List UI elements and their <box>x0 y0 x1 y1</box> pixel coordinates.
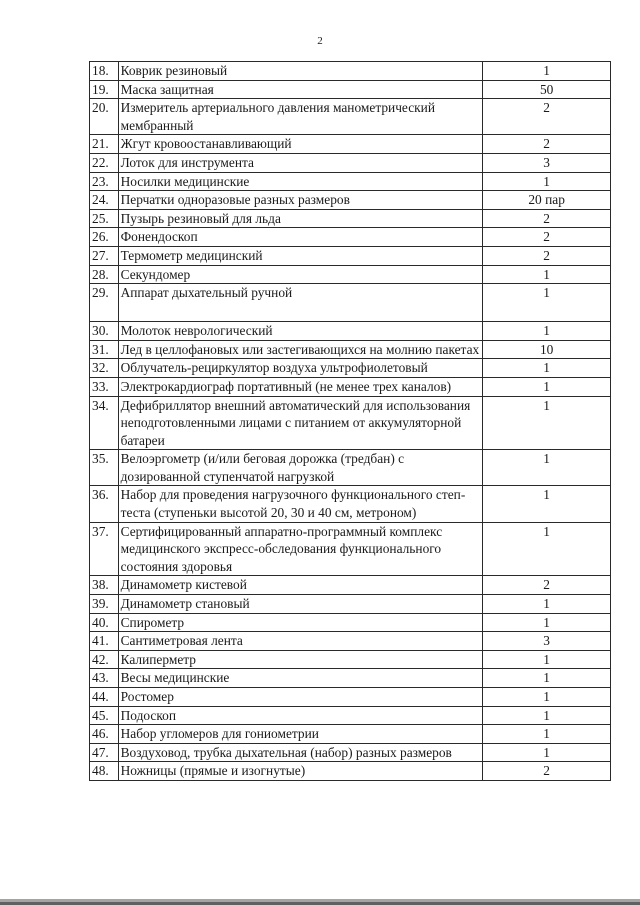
item-name-cell: Лоток для инструмента <box>118 153 483 172</box>
row-number-cell: 23. <box>90 172 119 191</box>
table-row <box>90 191 611 210</box>
item-name-cell: Набор для проведения нагрузочного функционального степ-теста (ступеньки высотой 20, 30 и 40 см, метроном) <box>118 486 483 522</box>
item-name-cell: Спирометр <box>118 613 483 632</box>
item-name-cell: Динамометр становый <box>118 595 483 614</box>
table-row <box>90 265 611 284</box>
item-name-cell: Ростомер <box>118 688 483 707</box>
table-row <box>90 613 611 632</box>
item-name-cell: Калиперметр <box>118 650 483 669</box>
table-row <box>90 688 611 707</box>
table-row <box>90 632 611 651</box>
item-name-cell: Молоток неврологический <box>118 322 483 341</box>
quantity-cell: 2 <box>483 576 611 595</box>
table-row <box>90 284 611 322</box>
row-number-cell: 33. <box>90 377 119 396</box>
quantity-cell: 1 <box>483 396 611 450</box>
equipment-table-body <box>90 62 611 781</box>
row-number-cell: 45. <box>90 706 119 725</box>
item-name-cell: Фонендоскоп <box>118 228 483 247</box>
quantity-cell: 1 <box>483 706 611 725</box>
table-row <box>90 246 611 265</box>
quantity-cell: 1 <box>483 650 611 669</box>
row-number-cell: 37. <box>90 522 119 576</box>
row-number-cell: 48. <box>90 762 119 781</box>
quantity-cell: 1 <box>483 359 611 378</box>
quantity-cell: 2 <box>483 246 611 265</box>
table-row <box>90 359 611 378</box>
row-number-cell: 18. <box>90 62 119 81</box>
quantity-cell: 1 <box>483 377 611 396</box>
table-row <box>90 99 611 135</box>
row-number-cell: 29. <box>90 284 119 322</box>
item-name-cell: Жгут кровоостанавливающий <box>118 135 483 154</box>
item-name-cell: Лед в целлофановых или застегивающихся на молнию пакетах <box>118 340 483 359</box>
item-name-cell: Измеритель артериального давления манометрический мембранный <box>118 99 483 135</box>
quantity-cell: 1 <box>483 265 611 284</box>
quantity-cell: 3 <box>483 153 611 172</box>
item-name-cell: Ножницы (прямые и изогнутые) <box>118 762 483 781</box>
table-row <box>90 322 611 341</box>
quantity-cell: 1 <box>483 688 611 707</box>
table-row <box>90 80 611 99</box>
table-row <box>90 153 611 172</box>
scan-edge-shadow <box>0 896 640 905</box>
item-name-cell: Маска защитная <box>118 80 483 99</box>
item-name-cell: Пузырь резиновый для льда <box>118 209 483 228</box>
table-row <box>90 595 611 614</box>
item-name-cell: Сантиметровая лента <box>118 632 483 651</box>
row-number-cell: 20. <box>90 99 119 135</box>
quantity-cell: 1 <box>483 486 611 522</box>
equipment-table <box>89 61 611 781</box>
row-number-cell: 32. <box>90 359 119 378</box>
row-number-cell: 36. <box>90 486 119 522</box>
row-number-cell: 31. <box>90 340 119 359</box>
quantity-cell: 1 <box>483 62 611 81</box>
quantity-cell: 1 <box>483 725 611 744</box>
item-name-cell: Дефибриллятор внешний автоматический для использования неподготовленными лицами с питанием от аккумуляторной батареи <box>118 396 483 450</box>
table-row <box>90 743 611 762</box>
row-number-cell: 28. <box>90 265 119 284</box>
table-row <box>90 706 611 725</box>
row-number-cell: 21. <box>90 135 119 154</box>
quantity-cell: 1 <box>483 595 611 614</box>
table-row <box>90 135 611 154</box>
quantity-cell: 2 <box>483 209 611 228</box>
row-number-cell: 22. <box>90 153 119 172</box>
quantity-cell: 50 <box>483 80 611 99</box>
item-name-cell: Динамометр кистевой <box>118 576 483 595</box>
quantity-cell: 1 <box>483 450 611 486</box>
row-number-cell: 44. <box>90 688 119 707</box>
quantity-cell: 3 <box>483 632 611 651</box>
table-row <box>90 62 611 81</box>
table-row <box>90 522 611 576</box>
item-name-cell: Электрокардиограф портативный (не менее трех каналов) <box>118 377 483 396</box>
quantity-cell: 10 <box>483 340 611 359</box>
table-row <box>90 228 611 247</box>
quantity-cell: 1 <box>483 613 611 632</box>
row-number-cell: 47. <box>90 743 119 762</box>
item-name-cell: Набор угломеров для гониометрии <box>118 725 483 744</box>
item-name-cell: Перчатки одноразовые разных размеров <box>118 191 483 210</box>
table-row <box>90 576 611 595</box>
item-name-cell: Носилки медицинские <box>118 172 483 191</box>
row-number-cell: 25. <box>90 209 119 228</box>
row-number-cell: 42. <box>90 650 119 669</box>
item-name-cell: Коврик резиновый <box>118 62 483 81</box>
row-number-cell: 41. <box>90 632 119 651</box>
quantity-cell: 1 <box>483 522 611 576</box>
quantity-cell: 1 <box>483 669 611 688</box>
item-name-cell: Подоскоп <box>118 706 483 725</box>
quantity-cell: 1 <box>483 172 611 191</box>
row-number-cell: 35. <box>90 450 119 486</box>
quantity-cell: 2 <box>483 228 611 247</box>
quantity-cell: 20 пар <box>483 191 611 210</box>
table-row <box>90 396 611 450</box>
row-number-cell: 24. <box>90 191 119 210</box>
item-name-cell: Термометр медицинский <box>118 246 483 265</box>
item-name-cell: Весы медицинские <box>118 669 483 688</box>
table-row <box>90 669 611 688</box>
quantity-cell: 2 <box>483 762 611 781</box>
row-number-cell: 46. <box>90 725 119 744</box>
row-number-cell: 26. <box>90 228 119 247</box>
row-number-cell: 40. <box>90 613 119 632</box>
item-name-cell: Сертифицированный аппаратно-программный комплекс медицинского экспресс-обследования функционального состояния здоровья <box>118 522 483 576</box>
row-number-cell: 43. <box>90 669 119 688</box>
quantity-cell: 2 <box>483 99 611 135</box>
item-name-cell: Секундомер <box>118 265 483 284</box>
table-row <box>90 762 611 781</box>
quantity-cell: 2 <box>483 135 611 154</box>
table-row <box>90 340 611 359</box>
item-name-cell: Воздуховод, трубка дыхательная (набор) разных размеров <box>118 743 483 762</box>
row-number-cell: 27. <box>90 246 119 265</box>
table-row <box>90 172 611 191</box>
table-row <box>90 209 611 228</box>
table-row <box>90 377 611 396</box>
quantity-cell: 1 <box>483 322 611 341</box>
page-number: 2 <box>317 35 323 47</box>
item-name-cell: Облучатель-рециркулятор воздуха ультрофиолетовый <box>118 359 483 378</box>
table-row <box>90 450 611 486</box>
table-row <box>90 650 611 669</box>
row-number-cell: 30. <box>90 322 119 341</box>
row-number-cell: 38. <box>90 576 119 595</box>
quantity-cell: 1 <box>483 743 611 762</box>
quantity-cell: 1 <box>483 284 611 322</box>
item-name-cell: Аппарат дыхательный ручной <box>118 284 483 322</box>
row-number-cell: 19. <box>90 80 119 99</box>
table-row <box>90 725 611 744</box>
table-row <box>90 486 611 522</box>
row-number-cell: 39. <box>90 595 119 614</box>
row-number-cell: 34. <box>90 396 119 450</box>
item-name-cell: Велоэргометр (и/или беговая дорожка (тредбан) с дозированной ступенчатой нагрузкой <box>118 450 483 486</box>
